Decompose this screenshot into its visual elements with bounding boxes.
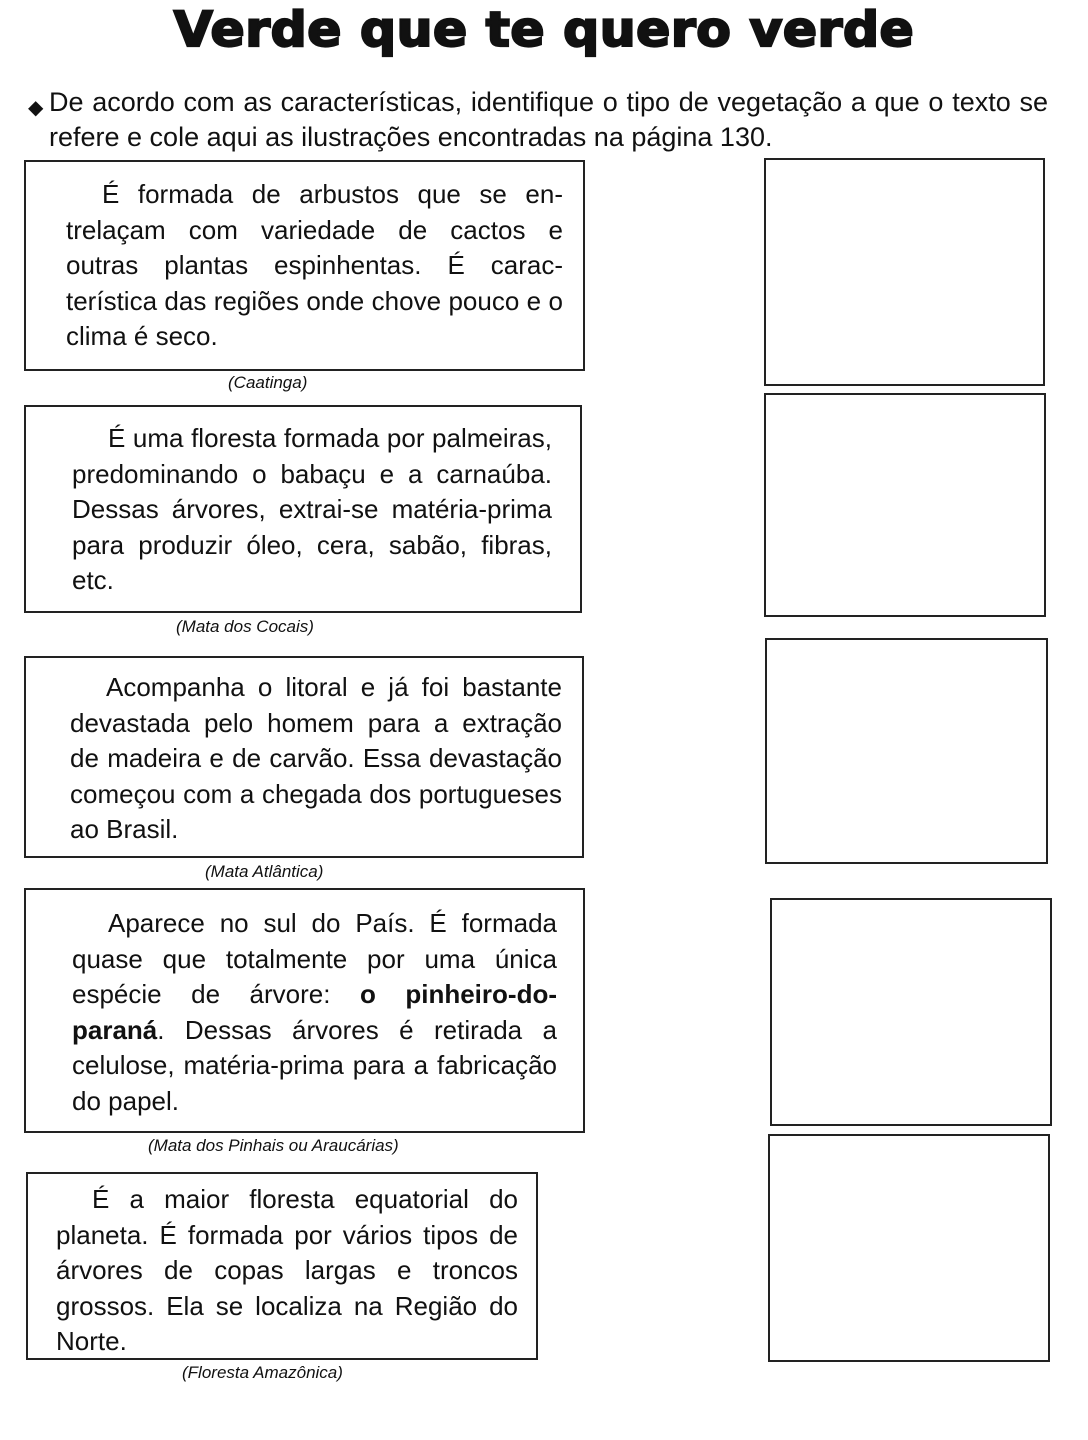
caption-mata-dos-cocais: (Mata dos Cocais): [176, 617, 314, 636]
paste-box-mata-dos-pinhais[interactable]: [770, 898, 1052, 1126]
text-box-mata-dos-pinhais: [24, 888, 585, 1133]
description-text-start: Aparece no sul do País. É formada quase que totalmente por uma única espécie de árvore:: [72, 908, 557, 1009]
instruction: [28, 85, 1048, 155]
diamond-bullet-icon: ◆: [28, 97, 44, 119]
text-box-floresta-amazonica: [26, 1172, 538, 1360]
paste-box-caatinga[interactable]: [764, 158, 1045, 386]
description-text: É formada de arbustos que se entrelaçam com variedade de cactos e outras plantas espinhentas. É característica das regiões onde chove pouco e o clima é seco.: [66, 179, 563, 351]
description-text: [72, 906, 557, 1119]
description-text-end: . Dessas árvores é retirada a celulose, matéria-prima para a fabricação do papel.: [72, 1014, 557, 1116]
description-text: É a maior floresta equatorial do planeta. É formada por vários tipos de árvores de copas largas e troncos grossos. Ela se localiza na Região do Norte.: [56, 1184, 518, 1356]
paste-box-mata-atlantica[interactable]: [765, 638, 1048, 864]
paste-box-mata-dos-cocais[interactable]: [764, 393, 1046, 617]
caption-mata-dos-pinhais: (Mata dos Pinhais ou Araucárias): [148, 1136, 399, 1155]
text-box-mata-atlantica: [24, 656, 584, 858]
caption-floresta-amazonica: (Floresta Amazônica): [182, 1363, 343, 1382]
text-box-mata-dos-cocais: [24, 405, 582, 613]
caption-mata-atlantica: (Mata Atlântica): [205, 862, 324, 881]
instruction-text: De acordo com as características, identifique o tipo de vegetação a que o texto se refere e cole aqui as ilustrações encontradas na página 130.: [49, 87, 1048, 152]
text-box-caatinga: [24, 160, 585, 371]
highlight-text: o pinheiro-do-paraná: [72, 979, 557, 1045]
paste-box-floresta-amazonica[interactable]: [768, 1134, 1050, 1362]
caption-caatinga: (Caatinga): [228, 373, 308, 392]
page-title: Verde que te quero verde: [173, 2, 915, 58]
description-text: É uma floresta formada por palmeiras, predominando o babaçu e a carnaúba. Dessas árvores, extrai-se matéria-prima para produzir óleo, cera, sabão, fibras, etc.: [72, 423, 552, 595]
description-text: Acompanha o litoral e já foi bastante devastada pelo homem para a extração de madeira e de carvão. Essa devastação começou com a chegada dos portugueses ao Brasil.: [70, 672, 562, 844]
